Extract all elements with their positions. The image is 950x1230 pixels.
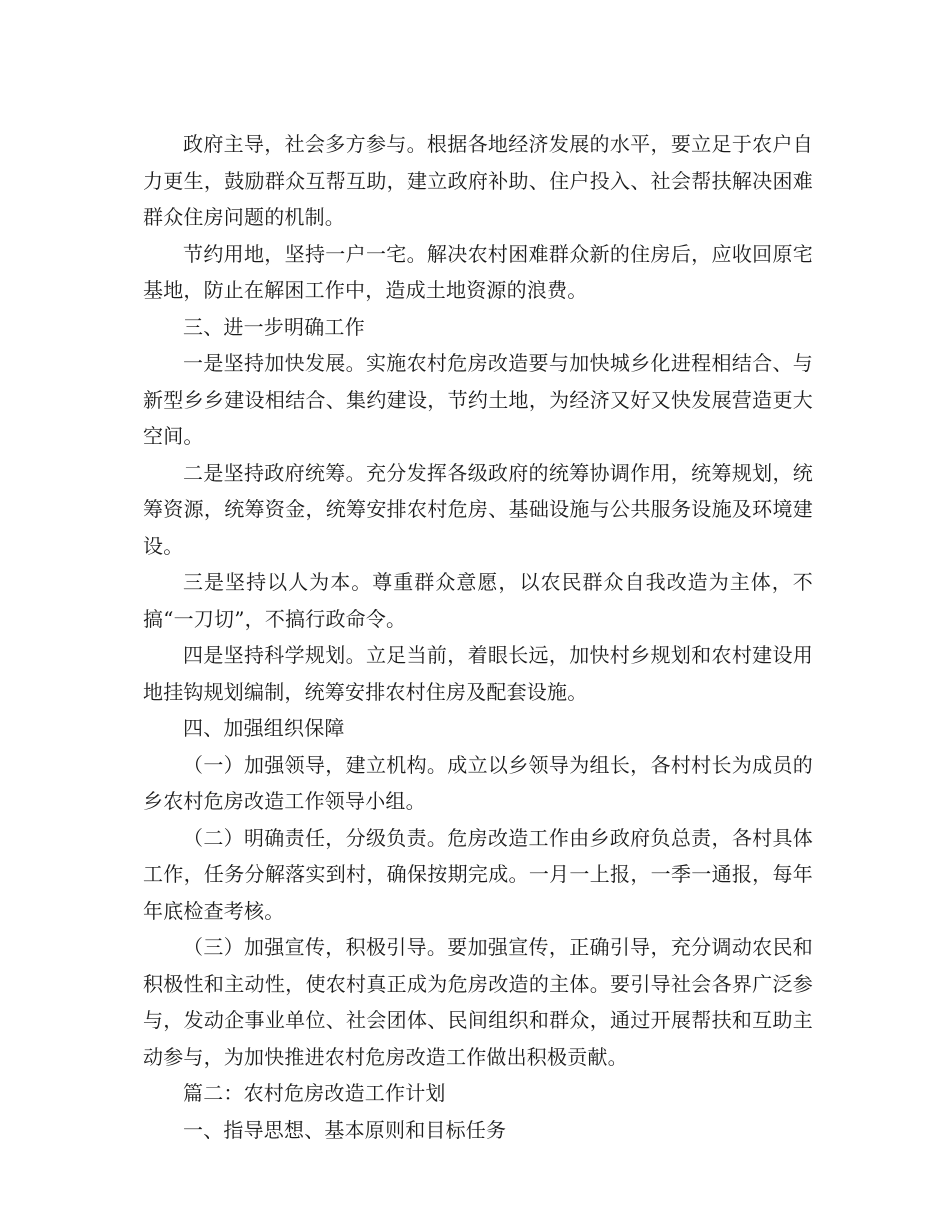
paragraph-land-saving: 节约用地，坚持一户一宅。解决农村困难群众新的住房后，应收回原宅基地，防止在解困工作中，造成土地资源的浪费。 [143,241,813,302]
paragraph-point-2: 二是坚持政府统筹。充分发挥各级政府的统筹协调作用，统筹规划，统筹资源，统筹资金，统筹安排农村危房、基础设施与公共服务设施及环境建设。 [143,460,813,558]
paragraph-point-3: 三是坚持以人为本。尊重群众意愿，以农民群众自我改造为主体，不搞“一刀切”，不搞行政命令。 [143,570,813,631]
document-body [143,126,813,1148]
paragraph-sub-2: （二）明确责任，分级负责。危房改造工作由乡政府负总责，各村具体工作，任务分解落实到村，确保按期完成。一月一上报，一季一通报，每年年底检查考核。 [143,825,813,923]
section-heading-4: 四、加强组织保障 [183,716,345,740]
chapter-heading-part-2: 篇二：农村危房改造工作计划 [183,1081,446,1105]
section-heading-3: 三、进一步明确工作 [183,314,365,339]
paragraph-point-1: 一是坚持加快发展。实施农村危房改造要与加快城乡化进程相结合、与新型乡乡建设相结合、集约建设，节约土地，为经济又好又快发展营造更大空间。 [143,351,813,448]
paragraph-sub-3: （三）加强宣传，积极引导。要加强宣传，正确引导，充分调动农民和积极性和主动性，使农村真正成为危房改造的主体。要引导社会各界广泛参与，发动企事业单位、社会团体、民间组织和群众，通过开展帮扶和互助主动参与，为加快推进农村危房改造工作做出积极贡献。 [143,935,813,1069]
paragraph-sub-1: （一）加强领导，建立机构。成立以乡领导为组长，各村村长为成员的乡农村危房改造工作领导小组。 [143,752,813,813]
paragraph-point-4: 四是坚持科学规划。立足当前，着眼长远，加快村乡规划和农村建设用地挂钩规划编制，统筹安排农村住房及配套设施。 [143,643,813,704]
section-heading-1: 一、指导思想、基本原则和目标任务 [183,1117,507,1142]
paragraph-government-led: 政府主导，社会多方参与。根据各地经济发展的水平，要立足于农户自力更生，鼓励群众互帮互助，建立政府补助、住户投入、社会帮扶解决困难群众住房问题的机制。 [143,132,813,229]
